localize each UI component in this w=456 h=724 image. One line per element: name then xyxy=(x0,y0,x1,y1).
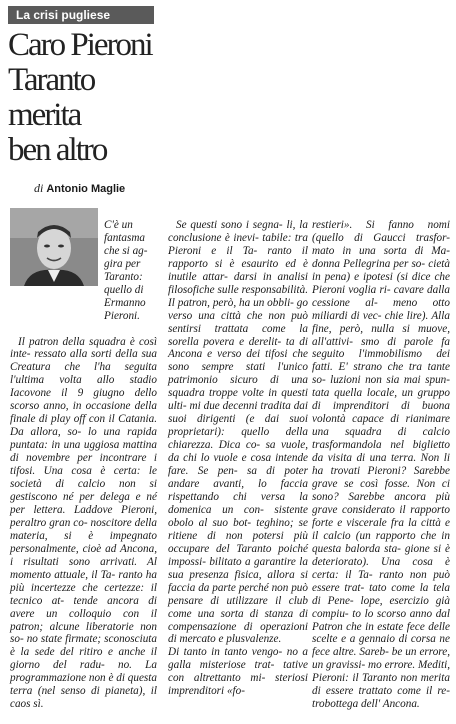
column-paragraph: Se questi sono i segna- li, la conclusione è inevi- tabile: tra Pieroni e il Ta- ranto il rapporto si è esaurito ed è inutile attar- darsi in analisi filosofiche sulle responsabilità. Il patron, però, ha un obbli- go verso una città che non può sentirsi trattata come la sorella povera e derelit- ta di Ancona e verso dei tifosi che sono sempre stati l'unico patrimonio sicuro di una squadra troppe volte in questi ulti- mi due decenni tradita dai suoi dirigenti (e dai suoi proprietari): quello della chiarezza. Dica co- sa vuole, da chi lo vuole e cosa intende fare. Se pen- sa di poter andare avanti, lo faccia rispettando chi versa la domenica un con- sistente obolo al suo bot- teghino; se ritiene di non potersi più occupare del Taranto poiché impossi- bilitato a garantire la sua presenza fisica, allora si faccia da parte perché non può pensare di utilizzare il club come una sorta di stanza di compensazione di operazioni di mercato e plusvalenze. Di tanto in tanto vengo- no a galla misteriose trat- tative con altrettanto mi- steriosi imprenditori «fo- xyxy=(168,218,308,698)
section-kicker: La crisi pugliese xyxy=(8,6,154,24)
column-paragraph: restieri». Si fanno nomi (quello di Gaucci trasfor- mato in una sorta di Ma- donna Pellegrina per so- cietà in pena) e ipotesi (si dice che Pieroni voglia ri- cavare dalla cessione al- meno otto miliardi di vec- chie lire). Alla fine, però, nulla si muove, all'attivi- smo di parole fa seguito l'immobilismo dei fatti. E' strano che tra tante so- luzioni non sia mai spun- tata quella locale, un gruppo di imprenditori di buona volontà capace di rianimare una squadra di calcio trasformandola nel biglietto da visita di una terra. Non li ha trovati Pieroni? Sarebbe grave se così fosse. Non ci sono? Sarebbe ancora più grave considerato il rapporto forte e viscerale fra la città e il calcio (un rapporto che in questa balorda sta- gione si è deteriorato). Una cosa è certa: il Ta- ranto non può essere trat- tato come la tela di Pene- lope, esercizio già compiu- to lo scorso anno dal Patron che in estate fece delle scelte e a gennaio di corsa ne fece altre. Sareb- be un errore, un gravissi- mo errore. Mediti, Pieroni: il Taranto non merita di essere trattato come il re- trobottega dell' Ancona. xyxy=(312,218,450,711)
byline-prefix: di xyxy=(34,181,44,195)
article-column-2 xyxy=(168,206,308,711)
article-column-3 xyxy=(312,206,450,724)
byline xyxy=(34,181,125,196)
column-paragraph: Il patron della squadra è così inte- ressato alla sorti della sua Creatura che l'ha seguita l'ultima volta allo stadio Iacovone il 9 giugno dello scorso anno, in occasione della finale di play off con il Catania. Da allora, so- lo una rapida puntata: in una uggiosa mattina di novembre per incontrare i tifosi. Una cosa è certa: le società di calcio non si gestiscono né per delega e né per lettera. Laddove Pieroni, peraltro gran co- noscitore della materia, si è impegnato personalmente, cioè ad Ancona, i risultati sono arrivati. Al momento attuale, il Ta- ranto ha più incertezze che certezze: il tecnico at- tende ancora di avere un colloquio con il patron; alcune liberatorie non so- no state firmate; sconosciuta è la sede del ritiro e anche il giorno del radu- no. La programmazione non è di questa terra (nel senso di pianeta), il caos sì. xyxy=(10,335,157,711)
headline-line: Caro Pieroni xyxy=(8,27,152,63)
headline-line: Taranto xyxy=(8,62,95,98)
column-paragraph: C'è un fantasma che si ag- gira per Taranto: quello di Ermanno Pieroni. xyxy=(104,218,148,322)
headline-line: merita xyxy=(8,97,81,133)
byline-author: Antonio Maglie xyxy=(46,183,126,195)
article-column-1 xyxy=(10,206,157,724)
headline-line: ben altro xyxy=(8,132,107,168)
headline xyxy=(8,28,168,168)
